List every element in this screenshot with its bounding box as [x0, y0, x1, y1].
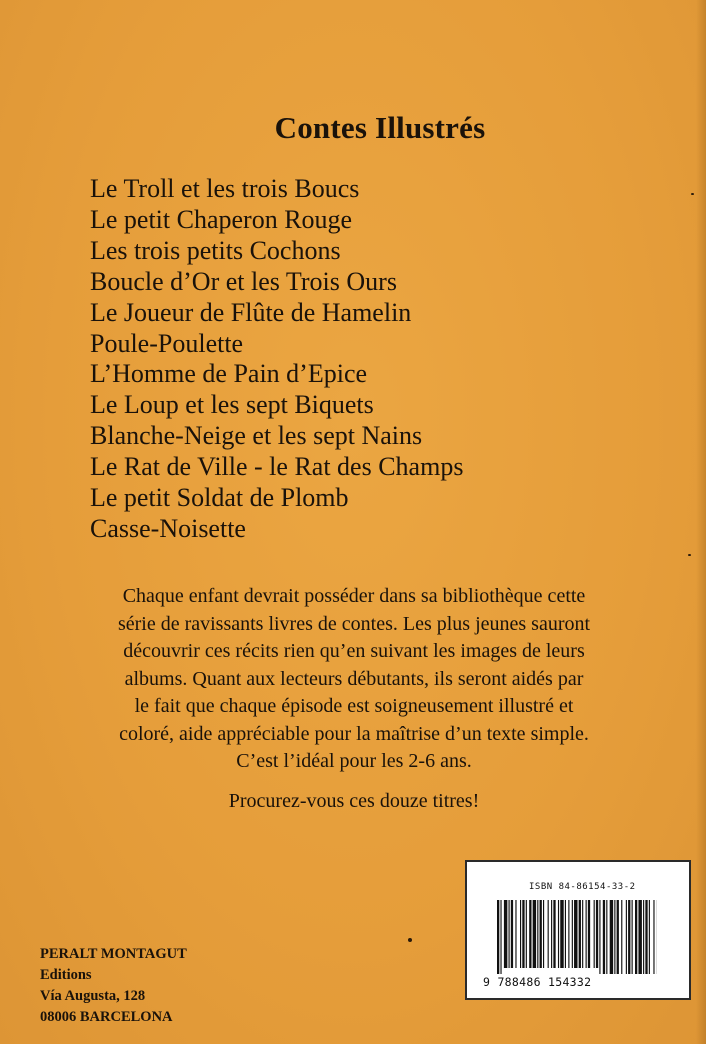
barcode-bar [565, 900, 566, 968]
barcode-bar [599, 900, 600, 974]
barcode-bar [643, 900, 644, 974]
description-line: C’est l’idéal pour les 2-6 ans. [236, 750, 472, 772]
barcode-bar [540, 900, 542, 968]
barcode-bar [635, 900, 637, 974]
barcode-bar [632, 900, 633, 974]
barcode-bar [529, 900, 531, 968]
book-title-item: Casse-Noisette [90, 513, 246, 543]
description-line: Chaque enfant devrait posséder dans sa bibliothèque cette [122, 585, 586, 607]
publisher-editions: Editions [40, 967, 92, 983]
barcode-bar [579, 900, 581, 968]
barcode-bar [553, 900, 555, 968]
barcode-icon [497, 900, 657, 974]
barcode-bar [653, 900, 654, 974]
description-line: albums. Quant aux lecteurs débutants, ils seront aidés par [124, 667, 584, 690]
publisher-city: 08006 BARCELONA [40, 1009, 173, 1025]
barcode-bar [645, 900, 647, 974]
isbn-text: ISBN 84-86154-33-2 [529, 882, 636, 892]
barcode-bar [596, 900, 598, 968]
book-title-item: L’Homme de Pain d’Epice [90, 359, 368, 389]
book-title-item: Le Joueur de Flûte de Hamelin [90, 297, 412, 327]
call-to-action: Procurez-vous ces douze titres! [228, 790, 480, 812]
barcode-bar [560, 900, 563, 968]
publisher-address: Vía Augusta, 128 [40, 988, 146, 1004]
barcode-bar [509, 900, 510, 968]
book-title-item: Le Troll et les trois Boucs [90, 174, 360, 203]
book-title-item: Le Loup et les sept Biquets [90, 390, 374, 420]
barcode-bar [537, 900, 538, 968]
barcode-bar [533, 900, 536, 968]
series-title: Contes Illustrés [274, 110, 486, 145]
book-title-item: Poule-Poulette [90, 328, 244, 358]
book-title-item: Boucle d’Or et les Trois Ours [90, 266, 397, 296]
barcode-bar [628, 900, 630, 974]
description-line: coloré, aide appréciable pour la maîtrise d’un texte simple. [119, 722, 589, 745]
barcode-bar [617, 900, 619, 974]
publisher-name: PERALT MONTAGUT [40, 946, 187, 962]
barcode-bar [526, 900, 527, 968]
cover-speck [688, 554, 691, 556]
barcode-bar [588, 900, 590, 968]
barcode-bar [603, 900, 605, 974]
barcode-bar [548, 900, 549, 968]
barcode-bar [543, 900, 544, 968]
barcode-bar [610, 900, 613, 974]
book-titles-list [90, 174, 463, 545]
barcode-bar [572, 900, 573, 968]
description-line: découvrir ces récits rien qu’en suivant les images de leurs [123, 640, 585, 662]
barcode-label [465, 860, 691, 1000]
barcode-bar [638, 900, 641, 974]
barcode-bar [582, 900, 583, 968]
barcode-bar [522, 900, 524, 968]
barcode-bar [511, 900, 513, 968]
book-title-item: Le petit Soldat de Plomb [90, 483, 349, 513]
description-line: série de ravissants livres de contes. Les plus jeunes sauront [117, 612, 591, 635]
barcode-bar [558, 900, 559, 968]
barcode-bar [568, 900, 569, 968]
description-paragraph [84, 583, 624, 776]
book-title-item: Le Rat de Ville - le Rat des Champs [90, 452, 464, 482]
barcode-bar [649, 900, 650, 974]
barcode-bar [497, 900, 499, 974]
barcode-bar [574, 900, 577, 968]
cover-speck [691, 193, 694, 195]
book-title-item: Le petit Chaperon Rouge [90, 204, 353, 234]
barcode-bar [551, 900, 552, 968]
cover-edge-shadow [696, 0, 706, 1044]
barcode-bar [594, 900, 595, 968]
barcode-bar [504, 900, 507, 968]
barcode-bar [626, 900, 627, 974]
ean-number: 9 788486 154332 [483, 975, 592, 989]
barcode-bar [520, 900, 521, 968]
cover-speck [408, 938, 412, 942]
barcode-bar [606, 900, 607, 974]
book-title-item: Les trois petits Cochons [90, 235, 341, 265]
barcode-bar [621, 900, 622, 974]
barcode-bar [614, 900, 615, 974]
book-title-item: Blanche-Neige et les sept Nains [90, 421, 423, 451]
publisher-block [40, 944, 187, 1028]
barcode-bar [586, 900, 587, 968]
description-line: le fait que chaque épisode est soigneusement illustré et [134, 695, 574, 717]
barcode-bar [500, 900, 501, 974]
barcode-bar [515, 900, 516, 968]
